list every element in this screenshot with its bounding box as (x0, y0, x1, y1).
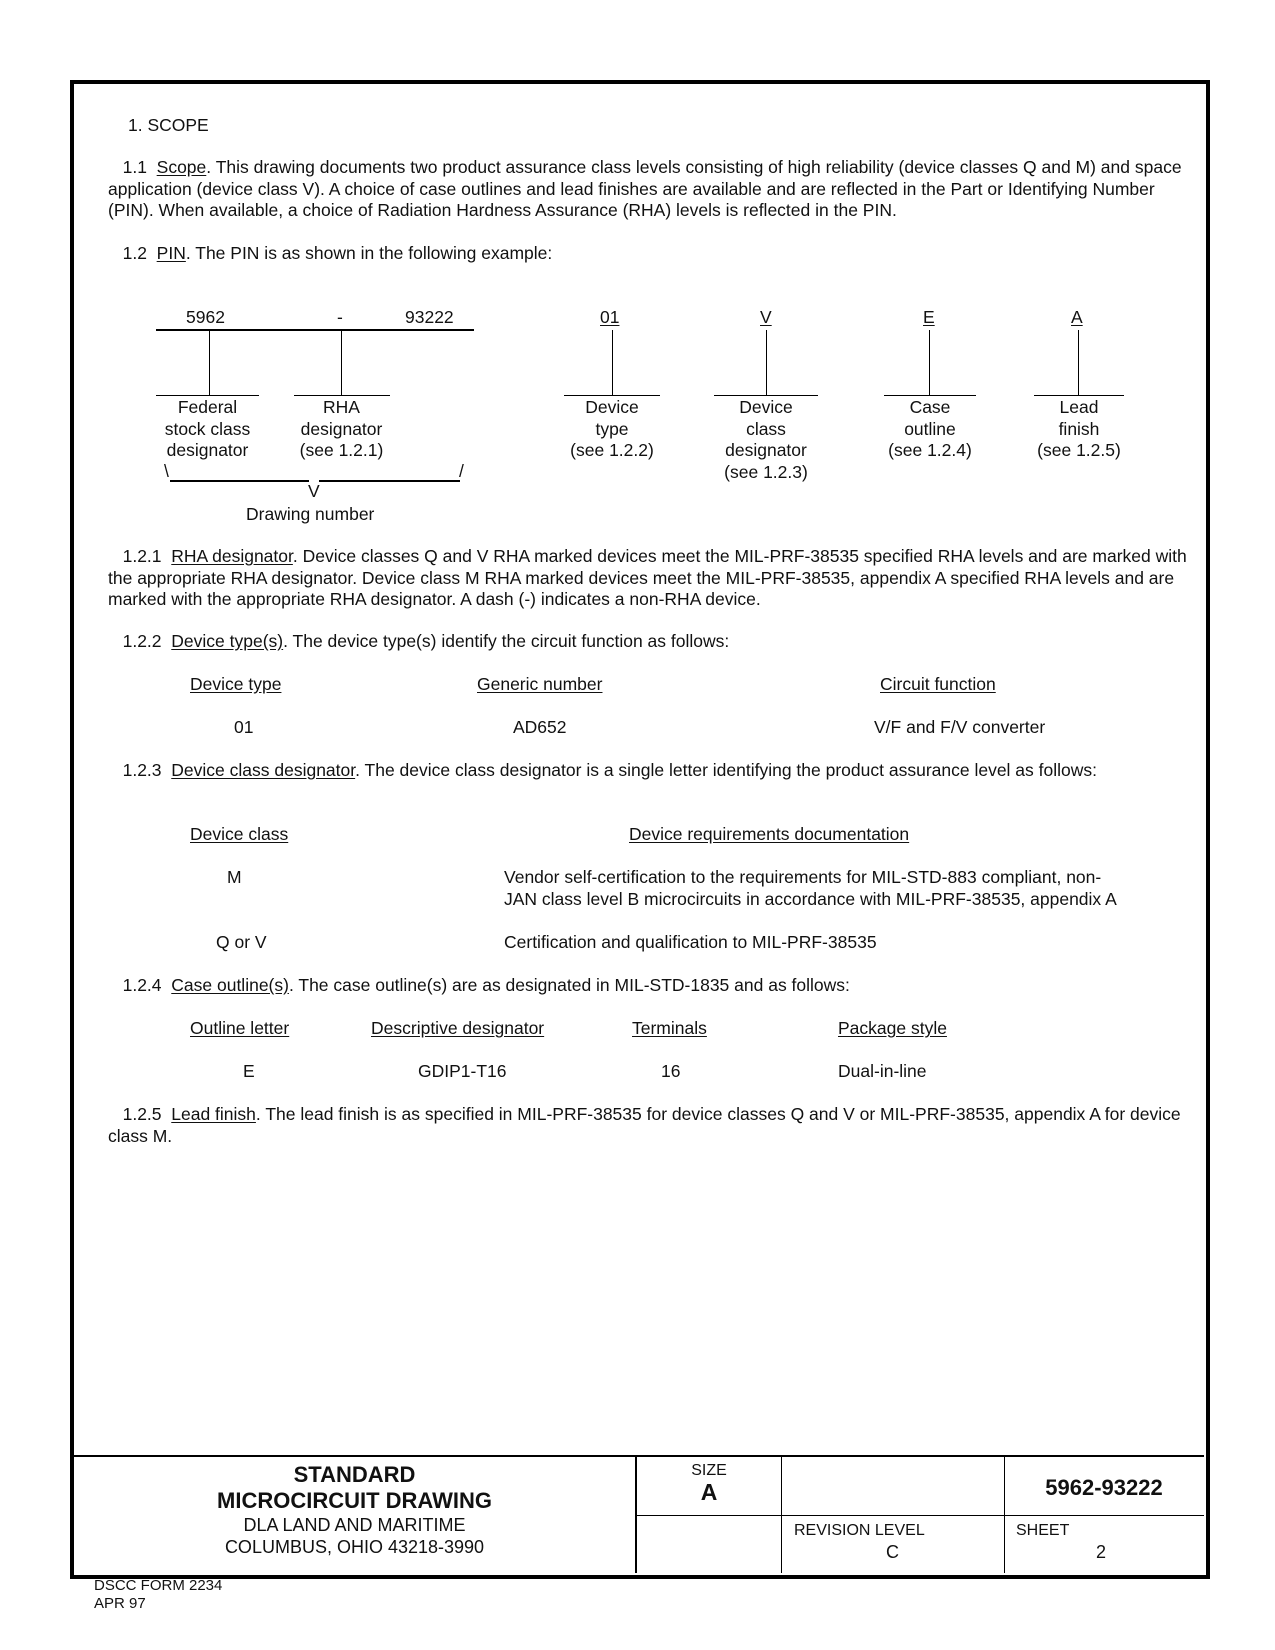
label-line: designator (166, 440, 249, 460)
title-line-2: MICROCIRCUIT DRAWING (217, 1488, 492, 1513)
section-heading: 1. SCOPE (128, 115, 209, 135)
para-title: Device class designator (171, 760, 356, 780)
table-header: Circuit function (880, 674, 996, 694)
label-device-class (710, 397, 822, 483)
drawing-number: 5962-93222 (1045, 1475, 1163, 1500)
paragraph-1-2-2 (108, 631, 1188, 653)
table-header: Descriptive designator (371, 1018, 545, 1038)
size-value: A (700, 1479, 718, 1505)
para-number: 1.1 (122, 157, 147, 177)
table-header: Device type (190, 674, 282, 694)
para-text: . Device classes Q and V RHA marked devices meet the MIL-PRF-38535 specified RHA levels and are marked with the appropriate RHA designator. Device class M RHA marked devices meet the MIL-PRF-38535, appendix A specified RHA levels and are marked with the appropriate RHA designator. A dash (-) indicates a non-RHA device. (108, 546, 1187, 609)
label-line: RHA (323, 397, 360, 417)
table-cell: Vendor self-certification to the requirements for MIL-STD-883 compliant, non- (504, 867, 1102, 887)
pin-label-rule (564, 395, 660, 396)
para-number: 1.2.5 (122, 1104, 162, 1124)
pin-leader (1078, 330, 1079, 396)
para-title: PIN (156, 243, 186, 263)
label-line: Case (909, 397, 951, 417)
pin-label-rule (714, 395, 818, 396)
drawing-number-label: Drawing number (246, 504, 375, 524)
pin-leader (612, 330, 613, 396)
para-number: 1.2.3 (122, 760, 162, 780)
para-title: RHA designator (171, 546, 293, 566)
table-cell: V/F and F/V converter (874, 717, 1046, 737)
table-header: Device class (190, 824, 289, 844)
pin-device-class: V (760, 307, 772, 327)
pin-top-rule (156, 329, 474, 331)
label-line: designator (300, 418, 383, 439)
table-cell: 01 (234, 717, 254, 737)
bracket-rule (170, 480, 309, 482)
bracket-left: \ (164, 461, 169, 481)
para-title: Scope (156, 157, 207, 177)
label-rha (290, 397, 393, 462)
org-name: DLA LAND AND MARITIME (243, 1515, 466, 1535)
title-block-org (74, 1462, 635, 1558)
title-block-mid-rule (636, 1515, 1204, 1516)
bracket-mid: V (308, 481, 320, 501)
table-cell: Q or V (216, 932, 267, 952)
form-number: DSCC FORM 2234 (94, 1577, 223, 1594)
sheet-label: SHEET (1016, 1522, 1070, 1539)
pin-label-rule (156, 395, 259, 396)
pin-label-rule (884, 395, 976, 396)
label-line: outline (904, 418, 956, 439)
pin-label-rule (1034, 395, 1124, 396)
sheet-value: 2 (1096, 1542, 1107, 1562)
pin-drawing: 93222 (405, 307, 454, 327)
label-fsc (156, 397, 259, 462)
label-line: Lead (1059, 397, 1099, 417)
para-number: 1.2 (122, 243, 147, 263)
bracket-rule (319, 480, 460, 482)
revision-value: C (886, 1542, 899, 1562)
label-line: finish (1058, 418, 1100, 439)
org-address: COLUMBUS, OHIO 43218-3990 (224, 1537, 485, 1557)
table-cell: JAN class level B microcircuits in accordance with MIL-PRF-38535, appendix A (504, 889, 1117, 909)
label-line: designator (725, 440, 807, 460)
table-cell: GDIP1-T16 (418, 1061, 507, 1081)
para-number: 1.2.2 (122, 631, 162, 651)
label-line: Device (585, 397, 639, 417)
table-cell: Certification and qualification to MIL-PRF-38535 (504, 932, 877, 952)
revision-label: REVISION LEVEL (794, 1522, 925, 1539)
label-line: (see 1.2.4) (888, 440, 972, 460)
table-cell: Dual-in-line (838, 1061, 927, 1081)
label-line: stock class (164, 418, 251, 439)
table-cell: M (227, 867, 242, 887)
para-number: 1.2.4 (122, 975, 162, 995)
label-line: (see 1.2.5) (1037, 440, 1121, 460)
pin-dash: - (337, 307, 343, 327)
para-text: . The device type(s) identify the circuit function as follows: (283, 631, 730, 651)
table-header: Terminals (632, 1018, 707, 1038)
label-line: Federal (177, 397, 238, 417)
table-cell: AD652 (513, 717, 567, 737)
size-cell (637, 1462, 781, 1504)
size-label: SIZE (691, 1462, 727, 1479)
table-cell: 16 (661, 1061, 681, 1081)
para-text: . The PIN is as shown in the following example: (185, 243, 553, 263)
label-line: (see 1.2.1) (299, 440, 384, 460)
label-line: (see 1.2.3) (724, 461, 808, 482)
label-line: Device (739, 397, 793, 417)
bracket-right: / (459, 461, 464, 481)
pin-lead-finish: A (1071, 307, 1083, 327)
pin-leader (341, 330, 342, 396)
paragraph-1-2 (108, 243, 1188, 265)
title-line-1: STANDARD (293, 1462, 416, 1487)
label-lead-finish (1024, 397, 1134, 462)
paragraph-1-2-5 (108, 1104, 1188, 1147)
paragraph-1-2-4 (108, 975, 1188, 997)
para-title: Case outline(s) (171, 975, 289, 995)
table-header: Package style (838, 1018, 947, 1038)
table-header: Generic number (477, 674, 603, 694)
para-text: . The lead finish is as specified in MIL-PRF-38535 for device classes Q and V or MIL-PRF-38535, appendix A for device class M. (108, 1104, 1181, 1146)
label-line: type (595, 418, 629, 439)
title-block-divider (781, 1455, 782, 1573)
para-number: 1.2.1 (122, 546, 162, 566)
pin-leader (929, 330, 930, 396)
paragraph-1-2-3 (108, 760, 1188, 782)
para-text: . The case outline(s) are as designated in MIL-STD-1835 and as follows: (288, 975, 850, 995)
table-header: Outline letter (190, 1018, 290, 1038)
label-line: (see 1.2.2) (570, 440, 654, 460)
title-block-top-rule (74, 1455, 1204, 1457)
para-title: Lead finish (171, 1104, 256, 1124)
para-text: . This drawing documents two product assurance class levels consisting of high reliability (device classes Q and M) and space application (device class V). A choice of case outlines and lead finishes are available and are reflected in the Part or Identifying Number (PIN). When available, a choice of Radiation Hardness Assurance (RHA) levels is reflected in the PIN. (108, 157, 1182, 220)
form-date: APR 97 (94, 1595, 146, 1612)
pin-leader (209, 330, 210, 396)
table-header: Device requirements documentation (629, 824, 910, 844)
pin-fsc: 5962 (186, 307, 225, 327)
pin-case-outline: E (923, 307, 935, 327)
label-case-outline (875, 397, 985, 462)
title-block-divider (1004, 1455, 1005, 1573)
pin-label-rule (294, 395, 390, 396)
para-text: . The device class designator is a single letter identifying the product assurance level as follows: (355, 760, 1098, 780)
label-device-type (558, 397, 666, 462)
pin-leader (766, 330, 767, 396)
paragraph-1-2-1 (108, 546, 1188, 611)
table-cell: E (243, 1061, 255, 1081)
pin-device-type: 01 (600, 307, 620, 327)
para-title: Device type(s) (171, 631, 284, 651)
paragraph-1-1 (108, 157, 1188, 222)
label-line: class (746, 418, 786, 439)
